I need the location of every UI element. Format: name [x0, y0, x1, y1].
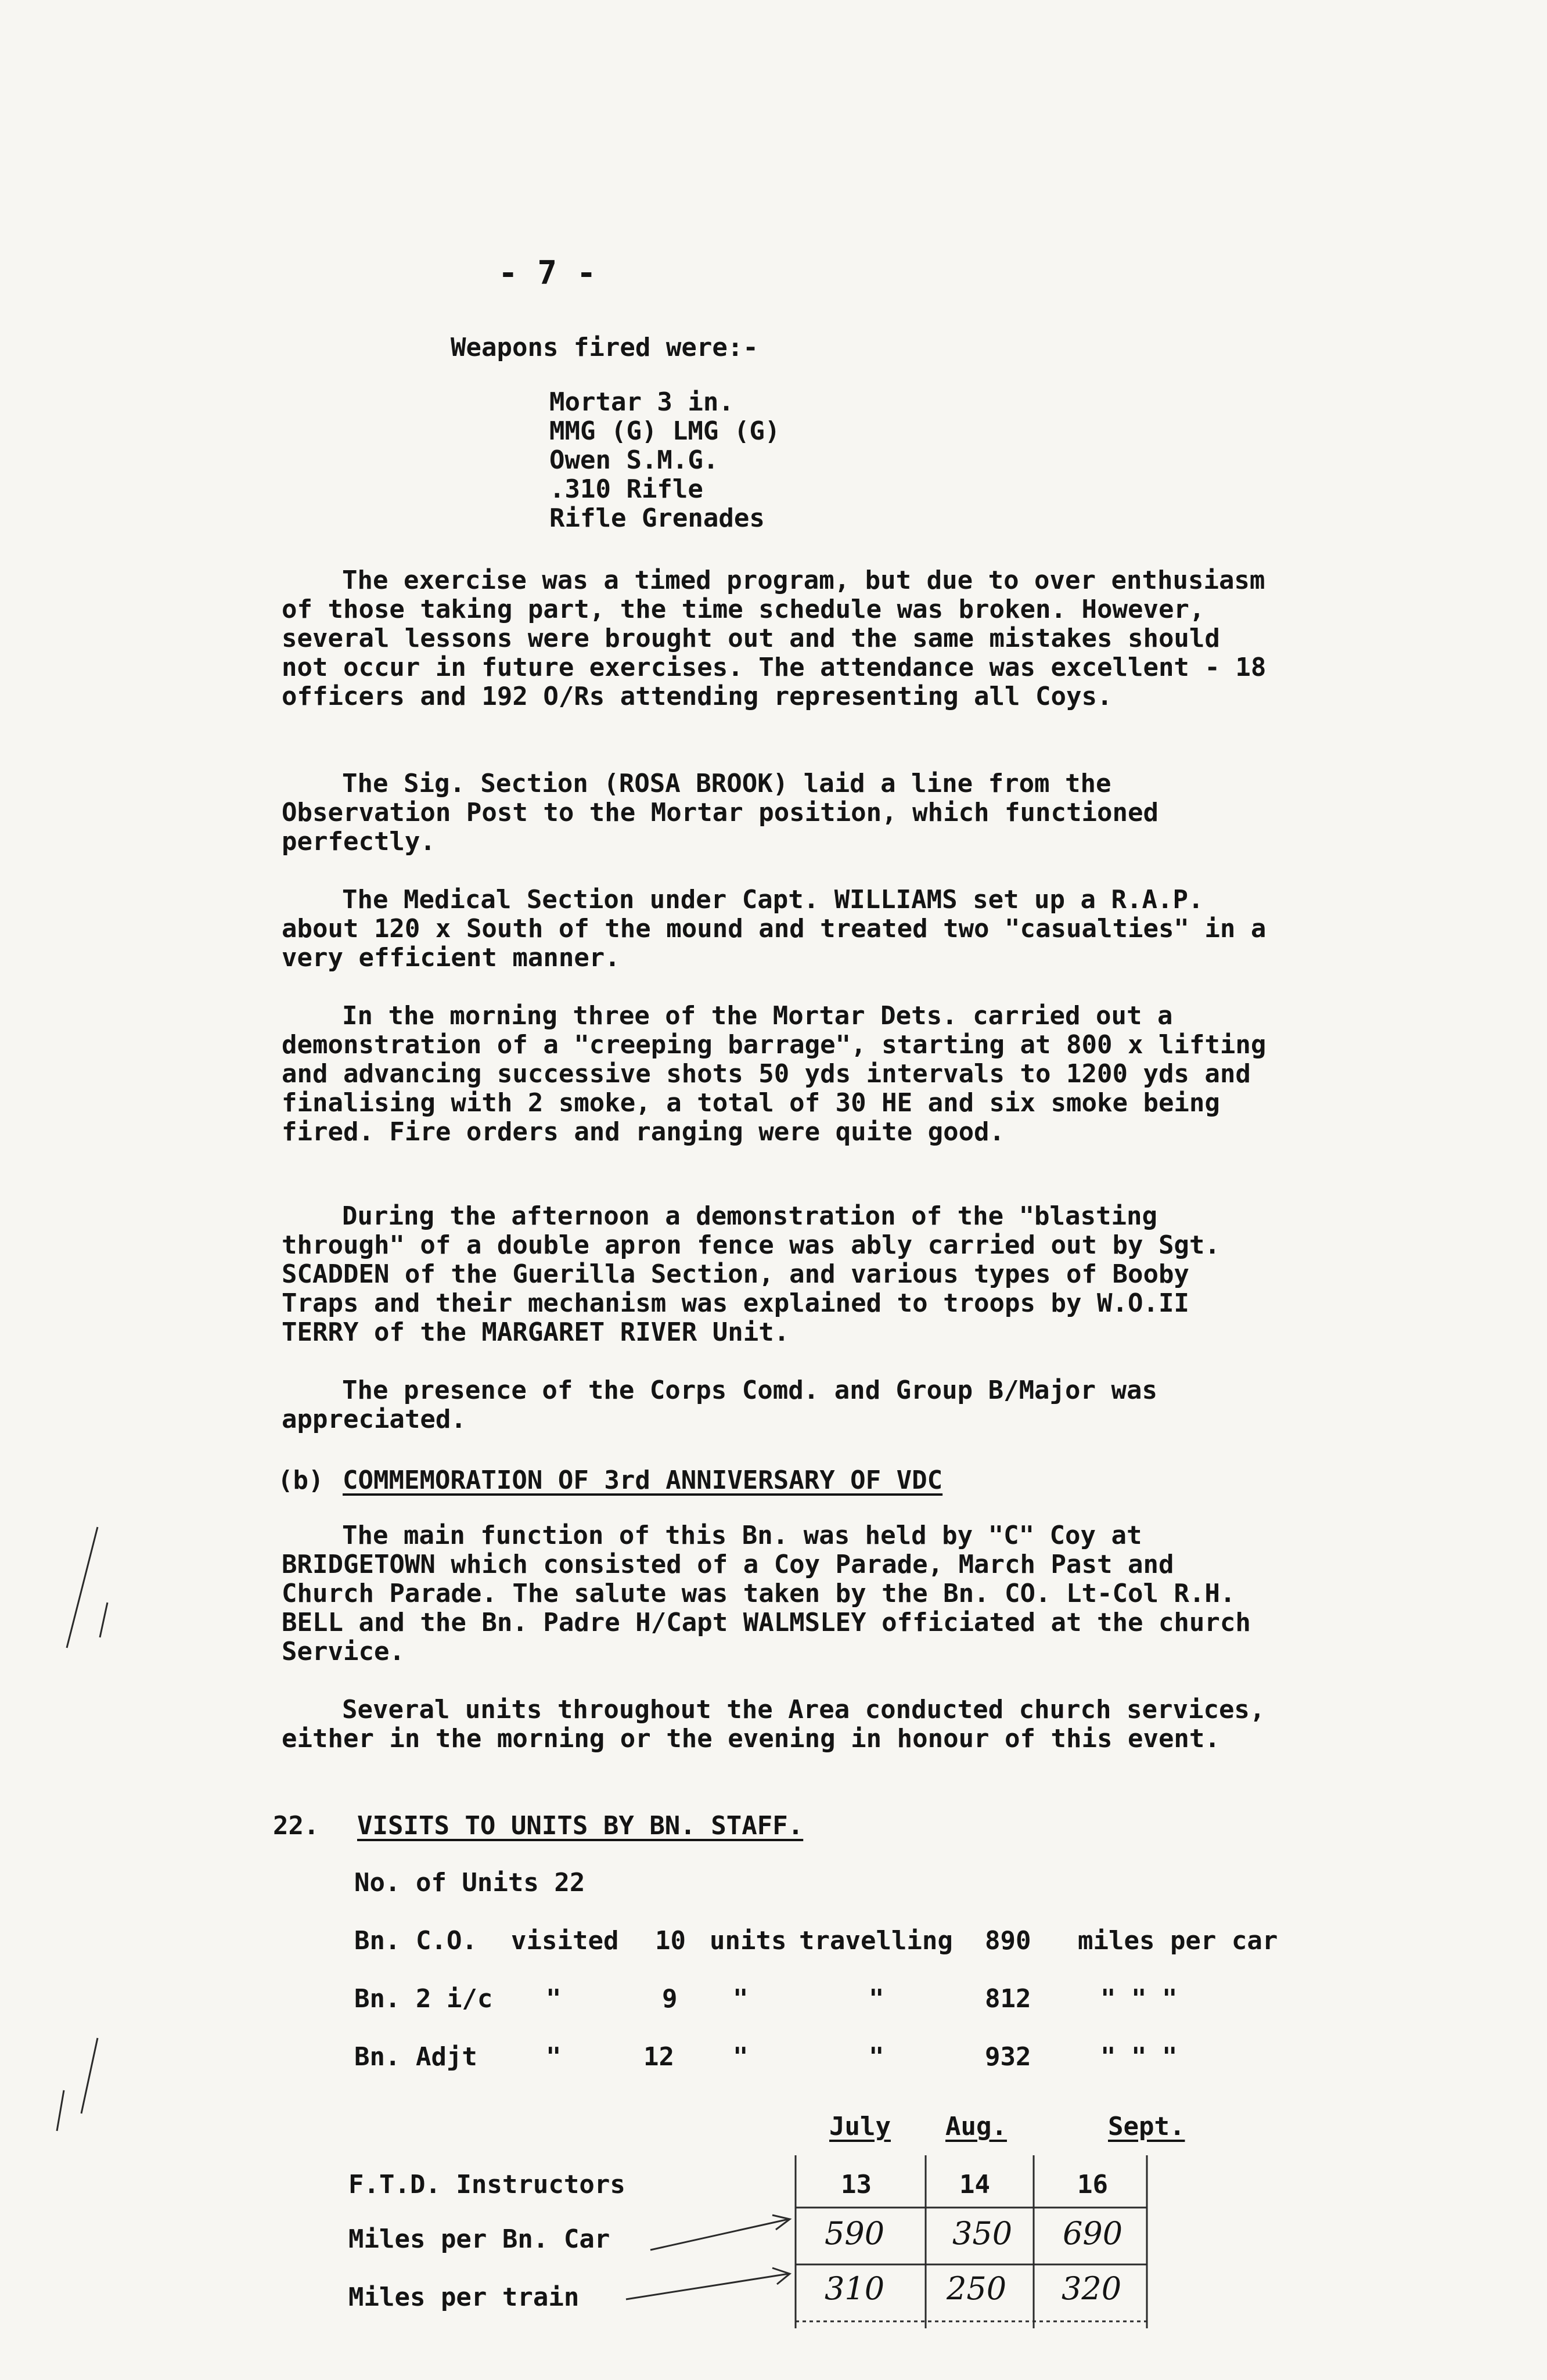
margin-mark-icon: [67, 1527, 98, 1648]
page-number: - 7 -: [498, 254, 596, 292]
paragraph-medical: The Medical Section under Capt. WILLIAMS set up a R.A.P. about 120 x South of the mound and treated two "casualties" in a very efficient manner.: [282, 885, 1267, 973]
weapon-item: Rifle Grenades: [549, 503, 765, 533]
section-22-title: VISITS TO UNITS BY BN. STAFF.: [357, 1811, 804, 1841]
arrow-icon: [650, 2219, 789, 2250]
section-b-title: COMMEMORATION OF 3rd ANNIVERSARY OF VDC: [343, 1466, 943, 1495]
month-header: Aug.: [945, 2112, 1007, 2141]
margin-mark-icon: [81, 2038, 98, 2113]
month-header: Sept.: [1108, 2112, 1185, 2141]
units-count: No. of Units 22: [354, 1868, 585, 1897]
table-cell-handwritten: 310: [825, 2270, 885, 2307]
table-cell-handwritten: 250: [947, 2270, 1007, 2307]
table-cell: 14: [959, 2170, 990, 2199]
table-row-label: Miles per train: [348, 2282, 580, 2312]
table-row-label: F.T.D. Instructors: [348, 2170, 625, 2199]
weapon-item: Mortar 3 in.: [549, 387, 734, 417]
paragraph-presence: The presence of the Corps Comd. and Group B/Major was appreciated.: [282, 1376, 1157, 1434]
table-cell: 16: [1077, 2170, 1108, 2199]
table-cell-handwritten: 590: [825, 2215, 885, 2252]
table-cell: 13: [841, 2170, 872, 2199]
paragraph-mortar-demo: In the morning three of the Mortar Dets. carried out a demonstration of a "creeping barrage", starting at 800 x lifting and advancing successive shots 50 yds intervals to 1200 yds and finalising with 2 smoke, a total of 30 HE and six smoke being fired. Fire orders and ranging were quite good.: [282, 1001, 1267, 1147]
arrow-icon: [626, 2274, 789, 2299]
weapon-item: Owen S.M.G.: [549, 445, 719, 475]
section-22-number: 22.: [273, 1811, 319, 1841]
paragraph-afternoon-demo: During the afternoon a demonstration of the "blasting through" of a double apron fence was ably carried out by Sgt. SCADDEN of the Guerilla Section, and various types of Booby Traps and their mechanism was explained to troops by W.O.II TERRY of the MARGARET RIVER Unit.: [282, 1201, 1220, 1347]
table-row-label: Miles per Bn. Car: [348, 2224, 610, 2254]
margin-mark-icon: [57, 2090, 64, 2131]
weapon-item: .310 Rifle: [549, 474, 703, 504]
table-cell-handwritten: 690: [1063, 2215, 1123, 2252]
weapons-heading: Weapons fired were:-: [451, 333, 758, 362]
weapon-item: MMG (G) LMG (G): [549, 416, 780, 446]
document-page: - 7 - Weapons fired were:- Mortar 3 in. MMG (G) LMG (G) Owen S.M.G. .310 Rifle Rifle Grenades The exercise was a timed program, but due to over enthusiasm of those taking part, the time schedule was broken. However, several lessons were brought out and the same mistakes should not occur in future exercises. The attendance was excellent - 18 officers and 192 O/Rs attending representing all Coys. The Sig. Section (ROSA BROOK) laid a line from the Observation Post to the Mortar position, which functioned perfectly. The Medical Section under Capt. WILLIAMS set up a R.A.P. about 120 x South of the mound and treated two "casualties" in a very efficient manner. In the morning three of the Mortar Dets. carried out a demonstration of a "creeping barrage", starting at 800 x lifting and advancing successive shots 50 yds intervals to 1200 yds and finalising with 2 smoke, a total of 30 HE and six smoke being fired. Fire orders and ranging were quite good. During the afternoon a demonstration of the "blasting through" of a double apron fence was ably carried out by Sgt. SCADDEN of the Guerilla Section, and various types of Booby Traps and their mechanism was explained to troops by W.O.II TERRY of the MARGARET RIVER Unit. The presence of the Corps Comd. and Group B/Major was appreciated. (b) COMMEMORATION OF 3rd ANNIVERSARY OF VDC The main function of this Bn. was held by "C" Coy at BRIDGETOWN which consisted of a Coy Parade, March Past and Church Parade. The salute was taken by the Bn. CO. Lt-Col R.H. BELL and the Bn. Padre H/Capt WALMSLEY officiated at the church Service. Several units throughout the Area conducted church services, either in the morning or the evening in honour of this event. 22. VISITS TO UNITS BY BN. STAFF. No. of Units 22 Bn. C.O. visited 10 units travelling 890 miles per car Bn. 2 i/c " 9 " " 812 " " " Bn. Adjt " 12 " " 932 " " " July Aug. Sept. F.T.D. Instructors 13 14 16 Miles per Bn. Car 590 350 690 Miles per train 310 250 320: [0, 0, 1547, 2380]
margin-mark-icon: [100, 1603, 107, 1637]
month-header: July: [829, 2112, 891, 2141]
paragraph-commemoration: The main function of this Bn. was held by "C" Coy at BRIDGETOWN which consisted of a Coy Parade, March Past and Church Parade. The salute was taken by the Bn. CO. Lt-Col R.H. BELL and the Bn. Padre H/Capt WALMSLEY officiated at the church Service.: [282, 1521, 1251, 1666]
paragraph-church-services: Several units throughout the Area conducted church services, either in the morning or the evening in honour of this event.: [282, 1695, 1265, 1754]
table-cell-handwritten: 320: [1062, 2270, 1122, 2307]
paragraph-exercise: The exercise was a timed program, but due to over enthusiasm of those taking part, the time schedule was broken. However, several lessons were brought out and the same mistakes should not occur in future exercises. The attendance was excellent - 18 officers and 192 O/Rs attending representing all Coys.: [282, 566, 1267, 711]
section-b-label: (b): [278, 1466, 324, 1495]
paragraph-signals: The Sig. Section (ROSA BROOK) laid a line from the Observation Post to the Mortar position, which functioned perfectly.: [282, 769, 1159, 856]
table-cell-handwritten: 350: [952, 2215, 1013, 2252]
